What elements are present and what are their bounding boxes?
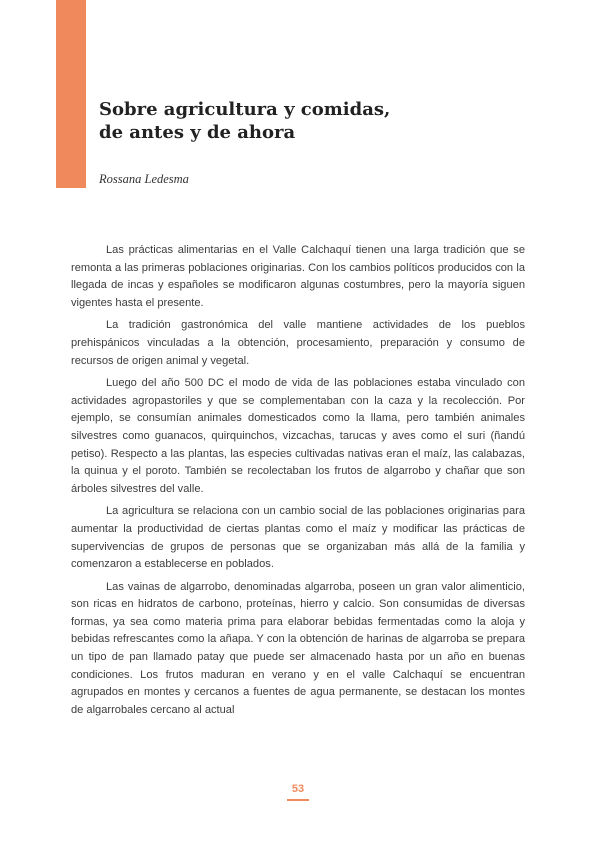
page-number: 53 (291, 783, 305, 795)
article-body (71, 242, 525, 724)
body-paragraph-2: La tradición gastronómica del valle mantiene actividades de los pueblos prehispánicos vinculadas a la obtención, procesamiento, preparación y consumo de recursos de origen animal y vegetal. (71, 319, 525, 367)
accent-bar (56, 0, 86, 188)
body-paragraph-1: Las prácticas alimentarias en el Valle Calchaquí tienen una larga tradición que se remonta a las primeras poblaciones originarias. Con los cambios políticos producidos con la llegada de incas y españoles se modificaron algunas costumbres, pero la mayoría siguen vigentes hasta el presente. (71, 244, 525, 309)
body-paragraph-5: Las vainas de algarrobo, denominadas algarroba, poseen un gran valor alimenticio, son ricas en hidratos de carbono, proteínas, hierro y calcio. Son consumidas de diversas formas, ya sea como materia prima para elaborar bebidas fermentadas como la aloja y bebidas refrescantes como la añapa. Y con la obtención de harinas de algarroba se prepara un tipo de pan llamado patay que puede ser almacenado hasta por un año en buenas condiciones. Los frutos maduran en verano y en el valle Calchaquí se encuentran agrupados en montes y cercanos a fuentes de agua permanente, se destacan los montes de algarrobales cercano al actual (71, 580, 525, 716)
article-author: Rossana Ledesma (99, 172, 189, 186)
article-title (99, 98, 459, 144)
body-paragraph-3: Luego del año 500 DC el modo de vida de las poblaciones estaba vinculado con actividades agropastoriles y que se complementaban con la caza y la recolección. Por ejemplo, se consumían animales domesticados como la llama, pero también animales silvestres como guanacos, quirquinchos, vizcachas, tarucas y aves como el suri (ñandú petiso). Respecto a las plantas, las especies cultivadas nativas eran el maíz, las calabazas, la quinua y el poroto. También se recolectaban los frutos de algarrobo y chañar que son árboles silvestres del valle. (71, 377, 525, 495)
page-number-underline (287, 799, 309, 801)
body-paragraph-4: La agricultura se relaciona con un cambio social de las poblaciones originarias para aumentar la productividad de ciertas plantas como el maíz y modificar las prácticas de supervivencias de grupos de personas que se organizaban más allá de la familia y comenzaron a establecerse en poblados. (71, 505, 525, 571)
article-title-line-1: Sobre agricultura y comidas, (99, 99, 391, 120)
article-title-line-2: de antes y de ahora (99, 122, 296, 143)
